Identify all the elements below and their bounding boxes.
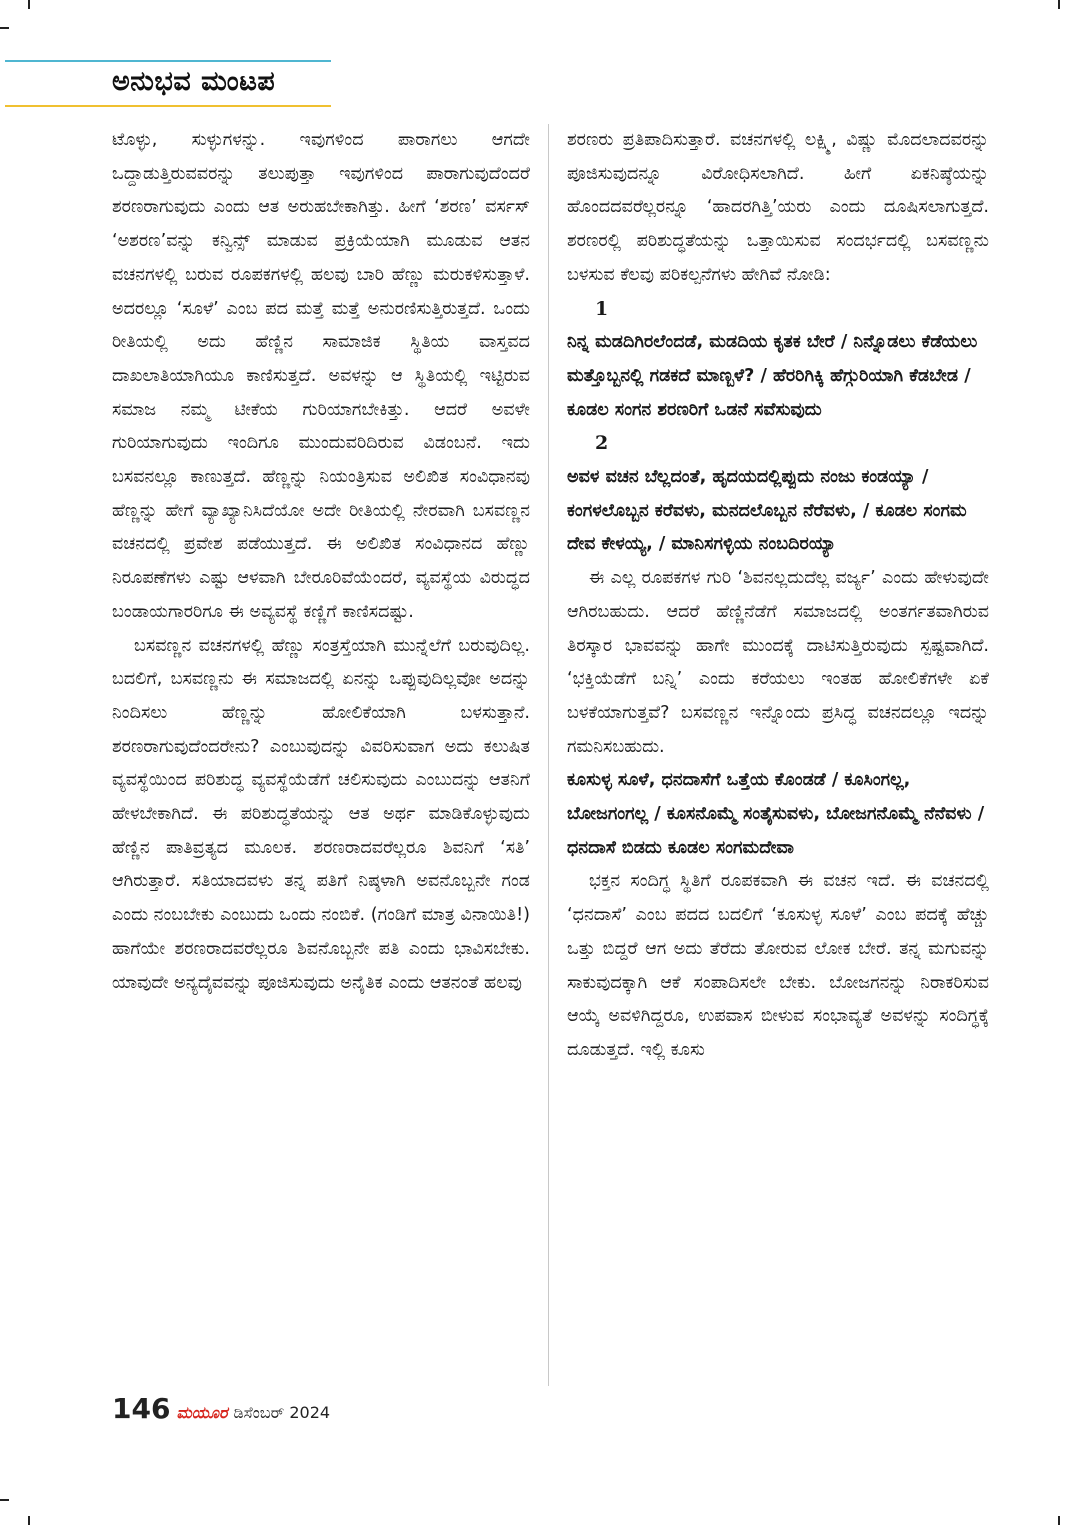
section-title: ಅನುಭವ ಮಂಟಪ — [112, 66, 276, 97]
crop-mark — [1058, 1516, 1060, 1525]
paragraph: ಬಸವಣ್ಣನ ವಚನಗಳಲ್ಲಿ ಹೆಣ್ಣು ಸಂತ್ರಸ್ತೆಯಾಗಿ ಮುನ್ನೆಲೆಗೆ ಬರುವುದಿಲ್ಲ. ಬದಲಿಗೆ, ಬಸವಣ್ಣನು ಈ ಸಮಾಜದಲ್ಲಿ ಏನನ್ನು ಒಪ್ಪುವುದಿಲ್ಲವೋ ಅದನ್ನು ನಿಂದಿಸಲು ಹೆಣ್ಣನ್ನು ಹೋಲಿಕೆಯಾಗಿ ಬಳಸುತ್ತಾನೆ. ಶರಣರಾಗುವುದೆಂದರೇನು? ಎಂಬುವುದನ್ನು ವಿವರಿಸುವಾಗ ಅದು ಕಲುಷಿತ ವ್ಯವಸ್ಥೆಯಿಂದ ಪರಿಶುದ್ಧ ವ್ಯವಸ್ಥೆಯೆಡೆಗೆ ಚಲಿಸುವುದು ಎಂಬುದನ್ನು ಆತನಿಗೆ ಹೇಳಬೇಕಾಗಿದೆ. ಈ ಪರಿಶುದ್ಧತೆಯನ್ನು ಆತ ಅರ್ಥ ಮಾಡಿಕೊಳ್ಳುವುದು ಹೆಣ್ಣಿನ ಪಾತಿವ್ರತ್ಯದ ಮೂಲಕ. ಶರಣರಾದವರೆಲ್ಲರೂ ಶಿವನಿಗೆ ‘ಸತಿ’ ಆಗಿರುತ್ತಾರೆ. ಸತಿಯಾದವಳು ತನ್ನ ಪತಿಗೆ ನಿಷ್ಠಳಾಗಿ ಅವನೊಬ್ಬನೇ ಗಂಡ ಎಂದು ನಂಬಬೇಕು ಎಂಬುದು ಒಂದು ನಂಬಿಕೆ. (ಗಂಡಿಗೆ ಮಾತ್ರ ವಿನಾಯಿತಿ!) ಹಾಗೆಯೇ ಶರಣರಾದವರೆಲ್ಲರೂ ಶಿವನೊಬ್ಬನೇ ಪತಿ ಎಂದು ಭಾವಿಸಬೇಕು. ಯಾವುದೇ ಅನ್ಯದೈವವನ್ನು ಪೂಜಿಸುವುದು ಅನೈತಿಕ ಎಂದು ಆತನಂತೆ ಹಲವು — [112, 635, 530, 993]
header-bottom-rule — [5, 105, 331, 107]
vachana-verse: ನಿನ್ನ ಮಡದಿಗಿರಲೆಂದಡೆ, ಮಡದಿಯ ಕೃತಕ ಬೇರೆ / ನಿನ್ನೊಡಲು ಕೆಡೆಯಲು ಮತ್ತೊಬ್ಬನಲ್ಲಿ ಗಡಕದೆ ಮಾಣ್ಬಳೆ? / ಹೆರರಿಗಿಕ್ಕಿ ಹೆಗ್ಗುರಿಯಾಗಿ ಕೆಡಬೇಡ / ಕೂಡಲ ಸಂಗನ ಶರಣರಿಗೆ ಒಡನೆ ಸವೆಸುವುದು — [567, 332, 978, 420]
vachana-verse: ಕೂಸುಳ್ಳ ಸೂಳೆ, ಧನದಾಸೆಗೆ ಒತ್ತೆಯ ಕೊಂಡಡೆ / ಕೂಸಿಂಗಲ್ಲ, ಬೋಜಗಂಗಲ್ಲ / ಕೂಸನೊಮ್ಮೆ ಸಂತೈಸುವಳು, ಬೋಜಗನೊಮ್ಮೆ ನೆನೆವಳು / ಧನದಾಸೆ ಬಿಡದು ಕೂಡಲ ಸಂಗಮದೇವಾ — [567, 770, 985, 858]
page-number: 146 — [112, 1392, 171, 1425]
crop-mark — [1058, 0, 1060, 9]
verse-number: 1 — [595, 297, 609, 320]
vachana-verse: ಅವಳ ವಚನ ಬೆಲ್ಲದಂತೆ, ಹೃದಯದಲ್ಲಿಪ್ಪುದು ನಂಜು ಕಂಡಯ್ಯಾ / ಕಂಗಳಲೊಬ್ಬನ ಕರೆವಳು, ಮನದಲೊಬ್ಬನ ನೆರೆವಳು, / ಕೂಡಲ ಸಂಗಮ ದೇವ ಕೇಳಯ್ಯ, / ಮಾನಿಸಗಳ್ಳಿಯ ನಂಬದಿರಯ್ಯಾ — [567, 467, 967, 555]
crop-mark — [0, 1499, 9, 1501]
crop-mark — [28, 1516, 30, 1525]
paragraph: ಟೊಳ್ಳು, ಸುಳ್ಳುಗಳನ್ನು. ಇವುಗಳಿಂದ ಪಾರಾಗಲು ಆಗದೇ ಒದ್ದಾಡುತ್ತಿರುವವರನ್ನು ತಲುಪುತ್ತಾ ಇವುಗಳಿಂದ ಪಾರಾಗುವುದೆಂದರೆ ಶರಣರಾಗುವುದು ಎಂದು ಆತ ಅರುಹಬೇಕಾಗಿತ್ತು. ಹೀಗೆ ‘ಶರಣ’ ವರ್ಸಸ್ ‘ಅಶರಣ’ವನ್ನು ಕನ್ವಿನ್ಸ್ ಮಾಡುವ ಪ್ರಕ್ರಿಯೆಯಾಗಿ ಮೂಡುವ ಆತನ ವಚನಗಳಲ್ಲಿ ಬರುವ ರೂಪಕಗಳಲ್ಲಿ ಹಲವು ಬಾರಿ ಹೆಣ್ಣು ಮರುಕಳಿಸುತ್ತಾಳೆ. ಅದರಲ್ಲೂ ‘ಸೂಳೆ’ ಎಂಬ ಪದ ಮತ್ತೆ ಮತ್ತೆ ಅನುರಣಿಸುತ್ತಿರುತ್ತದೆ. ಒಂದು ರೀತಿಯಲ್ಲಿ ಅದು ಹೆಣ್ಣಿನ ಸಾಮಾಜಿಕ ಸ್ಥಿತಿಯ ವಾಸ್ತವದ ದಾಖಲಾತಿಯಾಗಿಯೂ ಕಾಣಿಸುತ್ತದೆ. ಅವಳನ್ನು ಆ ಸ್ಥಿತಿಯಲ್ಲಿ ಇಟ್ಟಿರುವ ಸಮಾಜ ನಮ್ಮ ಟೀಕೆಯ ಗುರಿಯಾಗಬೇಕಿತ್ತು. ಆದರೆ ಅವಳೇ ಗುರಿಯಾಗುವುದು ಇಂದಿಗೂ ಮುಂದುವರಿದಿರುವ ವಿಡಂಬನೆ. ಇದು ಬಸವನಲ್ಲೂ ಕಾಣುತ್ತದೆ. ಹೆಣ್ಣನ್ನು ನಿಯಂತ್ರಿಸುವ ಅಲಿಖಿತ ಸಂವಿಧಾನವು ಹೆಣ್ಣನ್ನು ಹೇಗೆ ವ್ಯಾಖ್ಯಾನಿಸಿದೆಯೋ ಅದೇ ರೀತಿಯಲ್ಲಿ ನೇರವಾಗಿ ಬಸವಣ್ಣನ ವಚನದಲ್ಲಿ ಪ್ರವೇಶ ಪಡೆಯುತ್ತದೆ. ಈ ಅಲಿಖಿತ ಸಂವಿಧಾನದ ಹೆಣ್ಣು ನಿರೂಪಣೆಗಳು ಎಷ್ಟು ಆಳವಾಗಿ ಬೇರೂರಿವೆಯೆಂದರೆ, ವ್ಯವಸ್ಥೆಯ ವಿರುದ್ಧದ ಬಂಡಾಯಗಾರರಿಗೂ ಈ ಅವ್ಯವಸ್ಥೆ ಕಣ್ಣಿಗೆ ಕಾಣಿಸದಷ್ಟು. — [112, 130, 530, 622]
paragraph: ಭಕ್ತನ ಸಂದಿಗ್ಧ ಸ್ಥಿತಿಗೆ ರೂಪಕವಾಗಿ ಈ ವಚನ ಇದೆ. ಈ ವಚನದಲ್ಲಿ ‘ಧನದಾಸೆ’ ಎಂಬ ಪದದ ಬದಲಿಗೆ ‘ಕೂಸುಳ್ಳ ಸೂಳೆ’ ಎಂಬ ಪದಕ್ಕೆ ಹೆಚ್ಚು ಒತ್ತು ಬಿದ್ದರೆ ಆಗ ಅದು ತೆರೆದು ತೋರುವ ಲೋಕ ಬೇರೆ. ತನ್ನ ಮಗುವನ್ನು ಸಾಕುವುದಕ್ಕಾಗಿ ಆಕೆ ಸಂಪಾದಿಸಲೇ ಬೇಕು. ಬೋಜಗನನ್ನು ನಿರಾಕರಿಸುವ ಆಯ್ಕೆ ಅವಳಿಗಿದ್ದರೂ, ಉಪವಾಸ ಬೀಳುವ ಸಂಭಾವ್ಯತೆ ಅವಳನ್ನು ಸಂದಿಗ್ಧಕ್ಕೆ ದೂಡುತ್ತದೆ. ಇಲ್ಲಿ ಕೂಸು — [567, 871, 989, 1060]
column-divider — [548, 124, 549, 1386]
paragraph: ಈ ಎಲ್ಲ ರೂಪಕಗಳ ಗುರಿ ‘ಶಿವನಲ್ಲದುದೆಲ್ಲ ವರ್ಜ್ಯ’ ಎಂದು ಹೇಳುವುದೇ ಆಗಿರಬಹುದು. ಆದರೆ ಹೆಣ್ಣಿನೆಡೆಗೆ ಸಮಾಜದಲ್ಲಿ ಅಂತರ್ಗತವಾಗಿರುವ ತಿರಸ್ಕಾರ ಭಾವವನ್ನು ಹಾಗೇ ಮುಂದಕ್ಕೆ ದಾಟಿಸುತ್ತಿರುವುದು ಸ್ಪಷ್ಟವಾಗಿದೆ. ‘ಭಕ್ತಿಯೆಡೆಗೆ ಬನ್ನಿ’ ಎಂದು ಕರೆಯಲು ಇಂತಹ ಹೋಲಿಕೆಗಳೇ ಏಕೆ ಬಳಕೆಯಾಗುತ್ತವೆ? ಬಸವಣ್ಣನ ಇನ್ನೊಂದು ಪ್ರಸಿದ್ಧ ವಚನದಲ್ಲೂ ಇದನ್ನು ಗಮನಿಸಬಹುದು. — [567, 568, 989, 757]
paragraph: ಶರಣರು ಪ್ರತಿಪಾದಿಸುತ್ತಾರೆ. ವಚನಗಳಲ್ಲಿ ಲಕ್ಷ್ಮಿ, ವಿಷ್ಣು ಮೊದಲಾದವರನ್ನು ಪೂಜಿಸುವುದನ್ನೂ ವಿರೋಧಿಸಲಾಗಿದೆ. ಹೀಗೆ ಏಕನಿಷ್ಠೆಯನ್ನು ಹೊಂದದವರೆಲ್ಲರನ್ನೂ ‘ಹಾದರಗಿತ್ತಿ’ಯರು ಎಂದು ದೂಷಿಸಲಾಗುತ್ತದೆ. ಶರಣರಲ್ಲಿ ಪರಿಶುದ್ಧತೆಯನ್ನು ಒತ್ತಾಯಿಸುವ ಸಂದರ್ಭದಲ್ಲಿ ಬಸವಣ್ಣನು ಬಳಸುವ ಕೆಲವು ಪರಿಕಲ್ಪನೆಗಳು ಹೇಗಿವೆ ನೋಡಿ: — [567, 130, 989, 285]
magazine-logo: ಮಯೂರ — [176, 1403, 228, 1422]
header-top-rule — [5, 60, 331, 62]
crop-mark — [28, 0, 30, 9]
crop-mark — [0, 27, 9, 29]
article-column-left — [112, 124, 530, 1386]
page-footer — [112, 1392, 330, 1425]
issue-date: ಡಿಸೆಂಬರ್ 2024 — [233, 1403, 331, 1422]
article-column-right — [567, 124, 989, 1386]
verse-number: 2 — [595, 432, 609, 455]
